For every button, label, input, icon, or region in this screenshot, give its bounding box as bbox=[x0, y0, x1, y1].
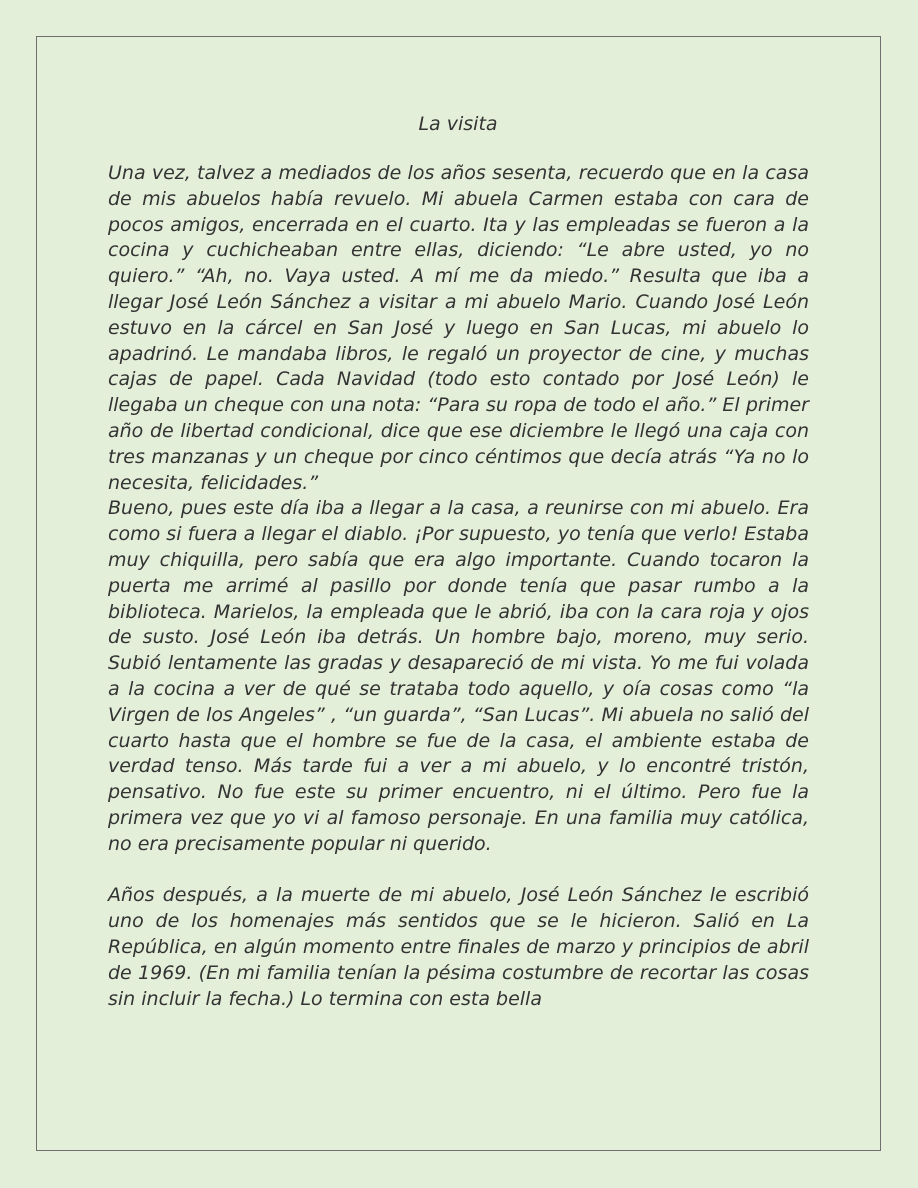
document-body bbox=[108, 161, 809, 1012]
paragraph-3: Años después, a la muerte de mi abuelo, José León Sánchez le escribió uno de los homenajes más sentidos que se le hicieron. Salió en La República, en algún momento entre finales de marzo y principios de abril de 1969. (En mi familia tenían la pésima costumbre de recortar las cosas sin incluir la fecha.) Lo termina con esta bella bbox=[108, 884, 809, 1010]
document-title: La visita bbox=[418, 113, 498, 135]
paragraph-2: Bueno, pues este día iba a llegar a la casa, a reunirse con mi abuelo. Era como si fuera a llegar el diablo. ¡Por supuesto, yo tenía que verlo! Estaba muy chiquilla, pero sabía que era algo importante. Cuando tocaron la puerta me arrimé al pasillo por donde tenía que pasar rumbo a la biblioteca. Marielos, la empleada que le abrió, iba con la cara roja y ojos de susto. José León iba detrás. Un hombre bajo, moreno, muy serio. Subió lentamente las gradas y desapareció de mi vista. Yo me fui volada a la cocina a ver de qué se trataba todo aquello, y oía cosas como “la Virgen de los Angeles” , “un guarda”, “San Lucas”. Mi abuela no salió del cuarto hasta que el hombre se fue de la casa, el ambiente estaba de verdad tenso. Más tarde fui a ver a mi abuelo, y lo encontré tristón, pensativo. No fue este su primer encuentro, ni el último. Pero fue la primera vez que yo vi al famoso personaje. En una familia muy católica, no era precisamente popular ni querido. bbox=[108, 497, 809, 855]
paragraph-1: Una vez, talvez a mediados de los años sesenta, recuerdo que en la casa de mis abuelos había revuelo. Mi abuela Carmen estaba con cara de pocos amigos, encerrada en el cuarto. Ita y las empleadas se fueron a la cocina y cuchicheaban entre ellas, diciendo: “Le abre usted, yo no quiero.” “Ah, no. Vaya usted. A mí me da miedo.” Resulta que iba a llegar José León Sánchez a visitar a mi abuelo Mario. Cuando José León estuvo en la cárcel en San José y luego en San Lucas, mi abuelo lo apadrinó. Le mandaba libros, le regaló un proyector de cine, y muchas cajas de papel. Cada Navidad (todo esto contado por José León) le llegaba un cheque con una nota: “Para su ropa de todo el año.” El primer año de libertad condicional, dice que ese diciembre le llegó una caja con tres manzanas y un cheque por cinco céntimos que decía atrás “Ya no lo necesita, felicidades.” bbox=[108, 162, 809, 494]
